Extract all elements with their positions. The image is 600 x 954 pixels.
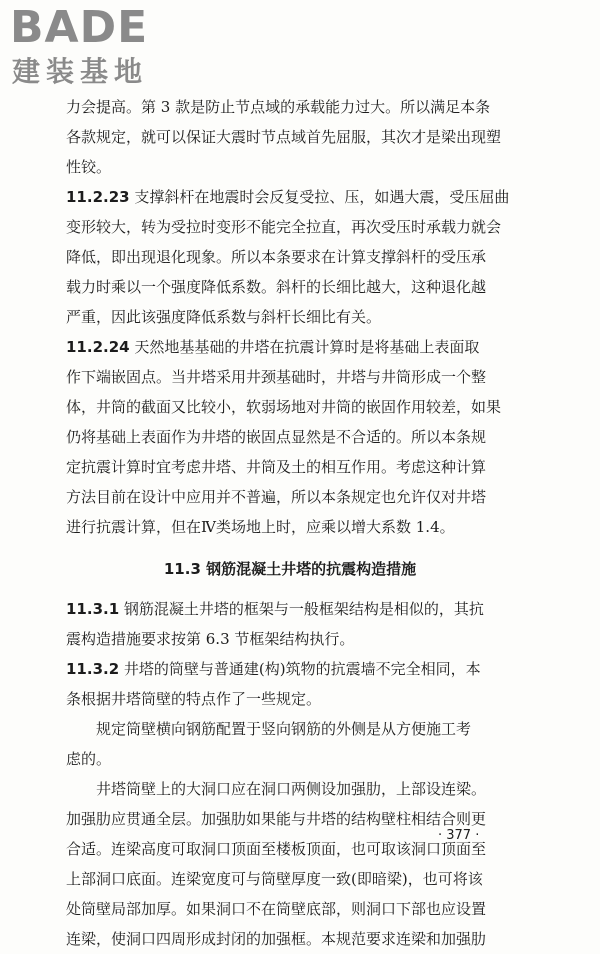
logo-latin-text: BADE: [10, 2, 149, 53]
paragraph-first-line: 井塔筒壁上的大洞口应在洞口两侧设加强肋，上部设连梁。: [96, 780, 487, 798]
clause-text: 天然地基基础的井塔在抗震计算时是将基础上表面取: [129, 338, 480, 356]
text-line: 震构造措施要求按第 6.3 节框架结构执行。: [66, 630, 355, 648]
text-line: 严重，因此该强度降低系数与斜杆长细比有关。: [66, 308, 382, 326]
text-line: 处筒壁局部加厚。如果洞口不在筒壁底部，则洞口下部也应设置: [66, 900, 487, 918]
clause-11-2-23-first-line: [66, 182, 514, 212]
clause-number: 11.3.1: [66, 600, 120, 618]
text-line: 体，井筒的截面又比较小，软弱场地对井筒的嵌固作用较差，如果: [66, 398, 502, 416]
clause-number: 11.2.23: [66, 188, 130, 206]
text-line: 进行抗震计算，但在Ⅳ类场地上时，应乘以增大系数 1.4。: [66, 518, 455, 536]
text-line: 定抗震计算时宜考虑井塔、井筒及土的相互作用。考虑这种计算: [66, 458, 487, 476]
paragraph-first-line: 规定筒壁横向钢筋配置于竖向钢筋的外侧是从方便施工考: [96, 720, 472, 738]
page-number: · 377 ·: [438, 828, 480, 843]
text-line: 力会提高。第 3 款是防止节点域的承载能力过大。所以满足本条: [66, 98, 491, 116]
text-line: 仍将基础上表面作为井塔的嵌固点显然是不合适的。所以本条规: [66, 428, 487, 446]
text-line: 方法目前在设计中应用并不普遍，所以本条规定也允许仅对井塔: [66, 488, 487, 506]
text-line: 作下端嵌固点。当井塔采用井颈基础时，井塔与井筒形成一个整: [66, 368, 487, 386]
page-body: [66, 92, 514, 954]
text-line: 合适。连梁高度可取洞口顶面至楼板顶面，也可取该洞口顶面至: [66, 840, 487, 858]
clause-text: 井塔的筒壁与普通建(构)筑物的抗震墙不完全相同，本: [119, 660, 481, 678]
text-line: 性铰。: [66, 158, 112, 176]
clause-number: 11.3.2: [66, 660, 120, 678]
text-line: 条根据井塔筒壁的特点作了一些规定。: [66, 690, 322, 708]
clause-11-3-2-first-line: [66, 654, 514, 684]
bade-logo: [8, 4, 188, 96]
text-line: 上部洞口底面。连梁宽度可与筒壁厚度一致(即暗梁)，也可将该: [66, 870, 483, 888]
text-line: 虑的。: [66, 750, 112, 768]
text-line: 各款规定，就可以保证大震时节点域首先屈服，其次才是梁出现塑: [66, 128, 502, 146]
text-line: 降低，即出现退化现象。所以本条要求在计算支撑斜杆的受压承: [66, 248, 487, 266]
text-line: 加强肋应贯通全层。加强肋如果能与井塔的结构壁柱相结合则更: [66, 810, 487, 828]
text-line: 连梁，使洞口四周形成封闭的加强框。本规范要求连梁和加强肋: [66, 930, 487, 948]
clause-11-3-1-first-line: [66, 594, 514, 624]
clause-text: 钢筋混凝土井塔的框架与一般框架结构是相似的，其抗: [119, 600, 484, 618]
clause-number: 11.2.24: [66, 338, 130, 356]
text-line: 载力时乘以一个强度降低系数。斜杆的长细比越大，这种退化越: [66, 278, 487, 296]
clause-11-2-24-first-line: [66, 332, 514, 362]
logo-cjk-text: 建装基地: [12, 55, 149, 88]
clause-text: 支撑斜杆在地震时会反复受拉、压，如遇大震，受压屈曲: [129, 188, 510, 206]
section-heading: 11.3 钢筋混凝土井塔的抗震构造措施: [163, 560, 417, 578]
text-line: 变形较大，转为受拉时变形不能完全拉直，再次受压时承载力就会: [66, 218, 502, 236]
